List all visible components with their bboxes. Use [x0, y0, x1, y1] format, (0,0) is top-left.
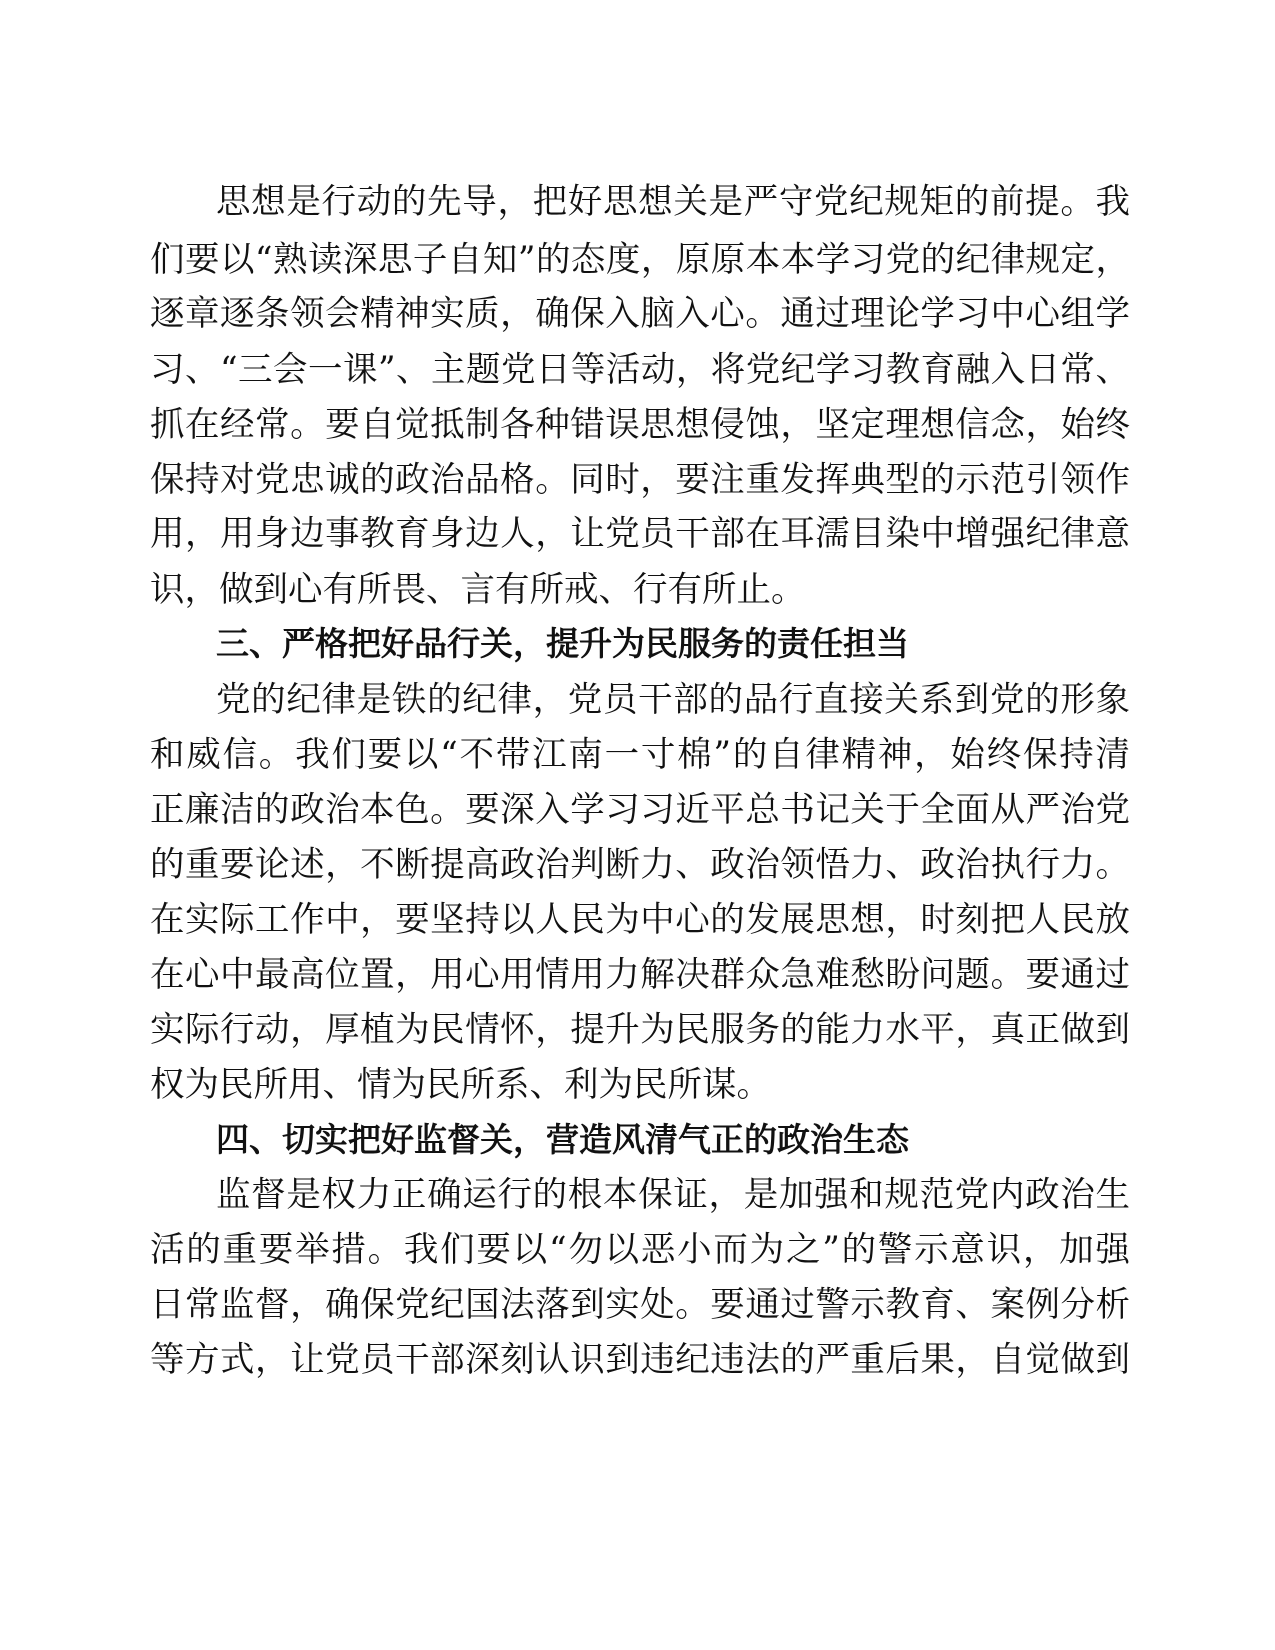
paragraph-line: 日常监督，确保党纪国法落到实处。要通过警示教育、案例分析 [150, 1285, 1130, 1325]
section-heading: 三、严格把好品行关，提升为民服务的责任担当 [216, 624, 909, 663]
paragraph-line: 们要以“熟读深思子自知”的态度，原原本本学习党的纪律规定， [150, 240, 1130, 280]
paragraph-line: 用，用身边事教育身边人，让党员干部在耳濡目染中增强纪律意 [150, 514, 1130, 554]
paragraph-line: 的重要论述，不断提高政治判断力、政治领悟力、政治执行力。 [150, 845, 1130, 885]
paragraph-line: 权为民所用、情为民所系、利为民所谋。 [150, 1065, 771, 1105]
paragraph-line: 思想是行动的先导，把好思想关是严守党纪规矩的前提。我 [216, 182, 1130, 222]
paragraph-line: 在实际工作中，要坚持以人民为中心的发展思想，时刻把人民放 [150, 900, 1130, 940]
section-heading: 四、切实把好监督关，营造风清气正的政治生态 [216, 1120, 909, 1159]
paragraph-line: 和威信。我们要以“不带江南一寸棉”的自律精神，始终保持清 [150, 735, 1130, 775]
paragraph-line: 逐章逐条领会精神实质，确保入脑入心。通过理论学习中心组学 [150, 294, 1130, 334]
paragraph-line: 习、“三会一课”、主题党日等活动，将党纪学习教育融入日常、 [150, 350, 1130, 390]
paragraph-line: 党的纪律是铁的纪律，党员干部的品行直接关系到党的形象 [216, 680, 1130, 720]
paragraph-line: 等方式，让党员干部深刻认识到违纪违法的严重后果，自觉做到 [150, 1340, 1130, 1380]
paragraph-line: 监督是权力正确运行的根本保证，是加强和规范党内政治生 [216, 1175, 1130, 1215]
paragraph-line: 识，做到心有所畏、言有所戒、行有所止。 [150, 570, 806, 610]
paragraph-line: 正廉洁的政治本色。要深入学习习近平总书记关于全面从严治党 [150, 790, 1130, 830]
paragraph-line: 抓在经常。要自觉抵制各种错误思想侵蚀，坚定理想信念，始终 [150, 405, 1130, 445]
paragraph-line: 活的重要举措。我们要以“勿以恶小而为之”的警示意识，加强 [150, 1230, 1130, 1270]
paragraph-line: 实际行动，厚植为民情怀，提升为民服务的能力水平，真正做到 [150, 1010, 1130, 1050]
paragraph-line: 保持对党忠诚的政治品格。同时，要注重发挥典型的示范引领作 [150, 460, 1130, 500]
paragraph-line: 在心中最高位置，用心用情用力解决群众急难愁盼问题。要通过 [150, 955, 1130, 995]
